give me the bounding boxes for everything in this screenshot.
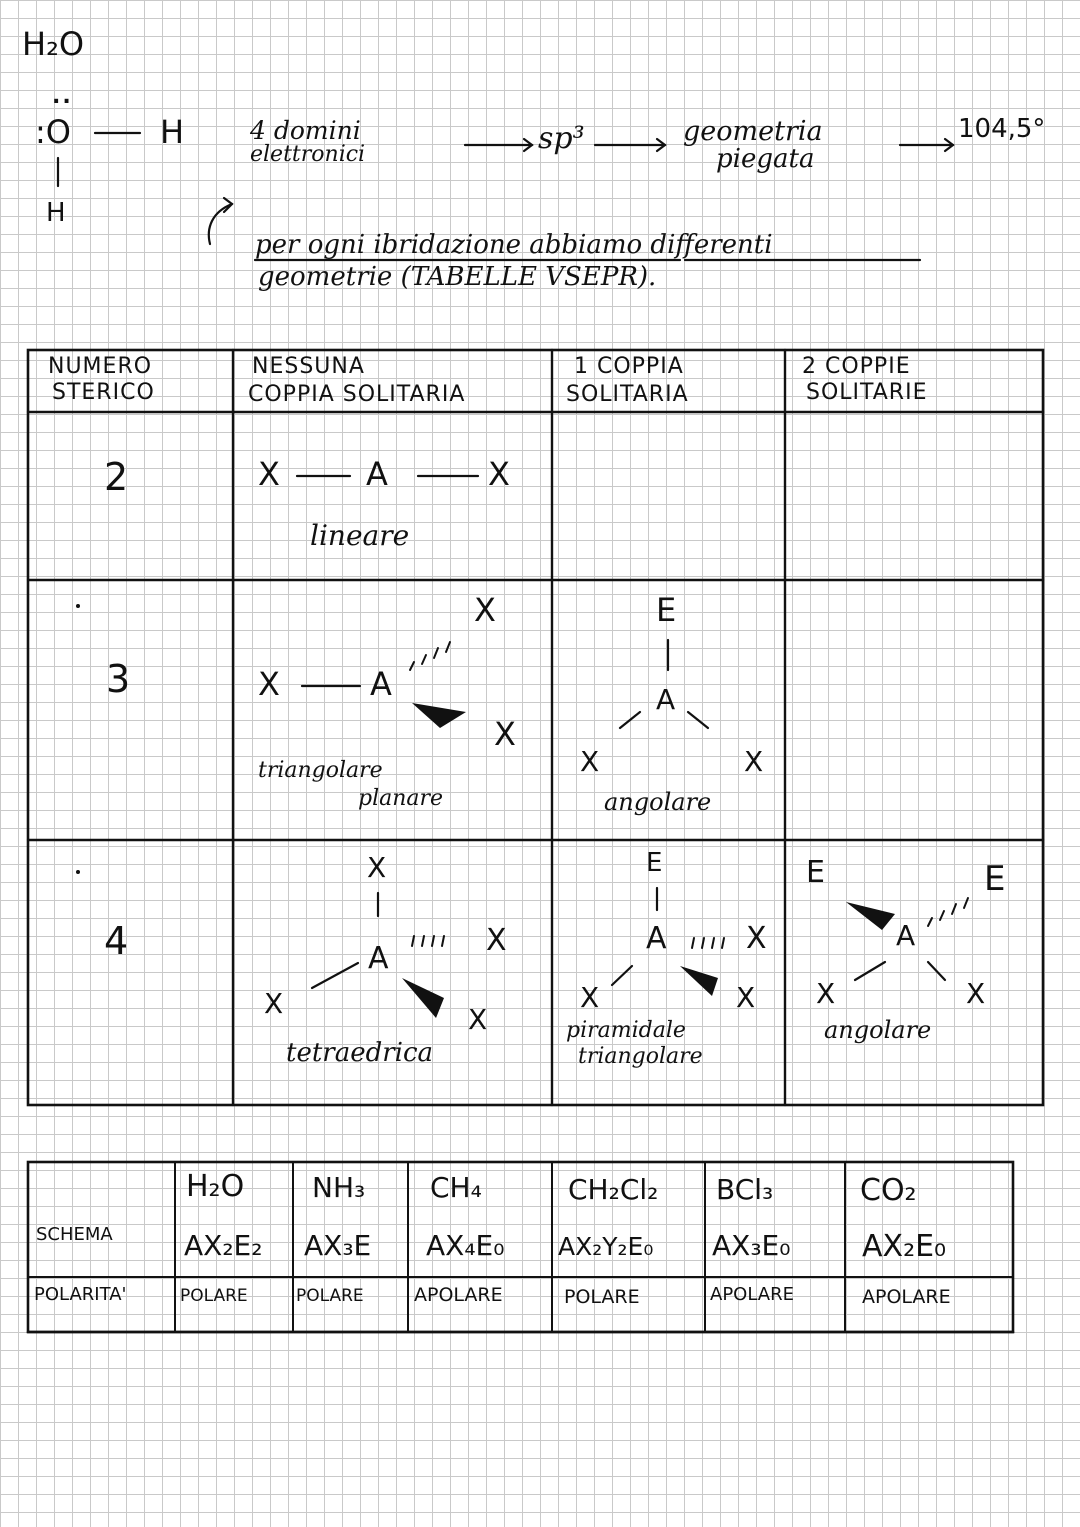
ang1-x-left: X xyxy=(580,745,600,778)
polarity-ch4: APOLARE xyxy=(414,1284,503,1306)
row-label-polarita: POLARITA' xyxy=(34,1284,127,1305)
wedge-row3 xyxy=(412,703,466,728)
geometry-tetraedrica: tetraedrica xyxy=(286,1038,434,1068)
atom-oxygen: :O xyxy=(35,113,71,151)
geometry-planare: planare xyxy=(358,786,444,811)
linear-x-left: X xyxy=(258,455,280,493)
geometry-angolare-1: angolare xyxy=(604,788,712,816)
header-none-1: NESSUNA xyxy=(252,354,365,379)
row-label-schema: SCHEMA xyxy=(36,1224,113,1245)
steric-number-4: 4 xyxy=(104,919,129,963)
header-none-2: COPPIA SOLITARIA xyxy=(248,382,466,407)
geometry-triangolare: triangolare xyxy=(258,758,383,783)
tet-x-left: X xyxy=(264,987,284,1020)
geometry-triangolare-2: triangolare xyxy=(578,1044,703,1069)
header-one-1: 1 COPPIA xyxy=(574,354,684,379)
atom-hydrogen-right: H xyxy=(160,113,185,151)
molecule-h2o: H₂O xyxy=(186,1169,245,1204)
tet-x-top: X xyxy=(367,851,387,884)
ang2-a: A xyxy=(896,919,916,952)
pyr-e: E xyxy=(646,848,663,878)
molecule-co2: CO₂ xyxy=(860,1173,917,1208)
tet-a: A xyxy=(368,941,389,976)
tet-x-bottom: X xyxy=(468,1003,488,1036)
geometry-line-2: piegata xyxy=(716,144,815,174)
tet-x-right: X xyxy=(486,923,507,958)
molecule-ch4: CH₄ xyxy=(430,1171,482,1204)
geometry-line-1: geometria xyxy=(683,116,823,147)
schema-co2: AX₂E₀ xyxy=(862,1229,947,1264)
page-title: H₂O xyxy=(22,25,85,63)
header-two-2: SOLITARIE xyxy=(806,380,928,405)
steric-number-3: 3 xyxy=(106,657,131,701)
ang2-e-left: E xyxy=(806,855,825,890)
schema-ch4: AX₄E₀ xyxy=(426,1229,505,1262)
ang2-x-left: X xyxy=(816,977,836,1010)
molecule-nh3: NH₃ xyxy=(312,1171,366,1204)
polarity-co2: APOLARE xyxy=(862,1286,951,1308)
ang1-x-right: X xyxy=(744,745,764,778)
hybridization: sp³ xyxy=(538,121,585,156)
wedge-row4-col1 xyxy=(402,978,444,1018)
trig-a: A xyxy=(370,665,392,703)
trig-x-top: X xyxy=(474,591,496,629)
polarity-nh3: POLARE xyxy=(296,1286,364,1306)
trig-x-left: X xyxy=(258,665,280,703)
linear-a: A xyxy=(366,455,388,493)
polarity-bcl3: APOLARE xyxy=(710,1284,794,1305)
geometry-piramidale: piramidale xyxy=(566,1018,686,1043)
schema-ch2cl2: AX₂Y₂E₀ xyxy=(558,1232,654,1261)
pyr-x-right: X xyxy=(746,921,767,956)
ang1-e: E xyxy=(656,591,677,629)
polarity-ch2cl2: POLARE xyxy=(564,1286,640,1308)
note-line-1: per ogni ibridazione abbiamo differenti xyxy=(255,230,773,260)
pyr-x-left: X xyxy=(580,981,600,1014)
polarity-h2o: POLARE xyxy=(180,1286,248,1306)
domains-line-1: 4 domini xyxy=(250,116,361,145)
ang2-e-right: E xyxy=(984,859,1006,899)
pyr-x-bottom: X xyxy=(736,981,756,1014)
note-arrow xyxy=(209,204,232,244)
ang2-x-right: X xyxy=(966,977,986,1010)
bond-angle: 104,5° xyxy=(958,114,1046,144)
linear-x-right: X xyxy=(488,455,510,493)
lone-pair-dots: .. xyxy=(52,84,73,109)
header-steric-2: STERICO xyxy=(52,380,155,405)
geometry-angolare-2: angolare xyxy=(824,1016,932,1044)
header-steric-1: NUMERO xyxy=(48,354,153,379)
domains-line-2: elettronici xyxy=(250,142,366,167)
trig-x-bottom: X xyxy=(494,715,516,753)
header-two-1: 2 COPPIE xyxy=(802,354,911,379)
geometry-lineare: lineare xyxy=(310,519,410,552)
note-line-2: geometrie (TABELLE VSEPR). xyxy=(258,262,657,292)
vsepr-table-border xyxy=(28,350,1043,1105)
atom-hydrogen-bottom: H xyxy=(46,198,66,228)
ang1-a: A xyxy=(656,683,676,716)
schema-nh3: AX₃E xyxy=(304,1229,372,1262)
wedge-row4-col3 xyxy=(846,902,895,930)
molecule-bcl3: BCl₃ xyxy=(716,1173,774,1206)
molecule-ch2cl2: CH₂Cl₂ xyxy=(568,1173,659,1206)
schema-bcl3: AX₃E₀ xyxy=(712,1229,791,1262)
pyr-a: A xyxy=(646,921,667,956)
header-one-2: SOLITARIA xyxy=(566,382,689,407)
wedge-row4-col2 xyxy=(680,966,718,996)
schema-h2o: AX₂E₂ xyxy=(184,1229,263,1262)
steric-number-2: 2 xyxy=(104,455,129,499)
